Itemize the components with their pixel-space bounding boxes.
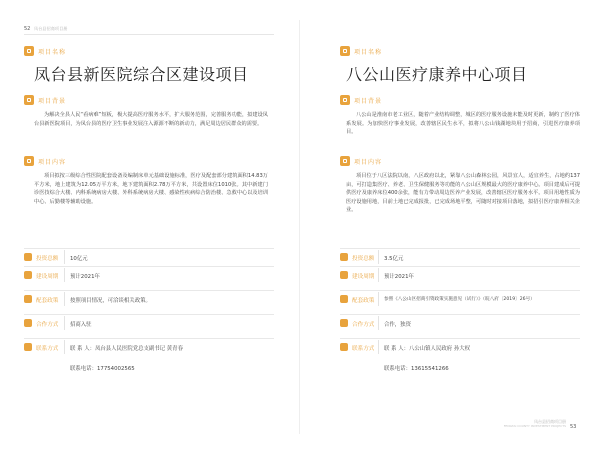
row-value-contact: 联 系 人：凤台县人民医院党总支副书记 黄青春 [70,346,183,352]
row-value-investment: 3.5亿元 [384,256,404,262]
content-text: 项目拟按三级综合性医院配套设备及编制床单元基础设施标准，医疗及配套部分建筑面积14.83万平方米，地上建筑为12.05万平方米，地下建筑面积2.78万平方米，共设置床位1010张。其中新建门诊医技综合大楼、内科系统病房大楼、外科系统病房大楼、感染性疾病综合防治楼、急救中心以及培训中心、后勤楼等辅助设施。 [34,173,268,205]
row-separator [64,250,65,264]
row-label-period: 建设周期 [352,274,375,280]
row-divider [340,290,580,291]
content-section [340,156,382,166]
contact-phone: 联系电话：17754002565 [70,366,135,372]
project-name-icon [340,46,350,56]
content-section [24,156,66,166]
content-label: 项目内容 [38,158,67,166]
row-divider [24,290,274,291]
right-page [300,0,600,454]
row-label-policy: 配套政策 [36,298,59,304]
investment-icon [24,253,32,261]
row-divider [24,338,274,339]
row-value-period: 预计2021年 [70,274,100,280]
background-icon [24,95,34,105]
row-divider [24,266,274,267]
page-number: 53 [570,424,577,430]
row-value-period: 预计2021年 [384,274,414,280]
row-separator [378,268,379,282]
row-label-cooperation: 合作方式 [36,322,59,328]
content-label: 项目内容 [354,158,383,166]
project-title: 凤台县新医院综合区建设项目 [34,65,249,84]
row-label-period: 建设周期 [36,274,59,280]
content-text: 项目位于八区法院以南，八区政府以北，紧靠八公山森林公园，风景宜人，适宜养生，占地约137亩，可打造集医疗、养老、卫生保健服务等功能的八公山区规模最大的医疗康养中心。项目建成后可提供医疗及康养床位400余张，能有力带动周边医养产业发展，改善辖区医疗服务水平。项目用地性质为医疗设施用地，目前土地已完成报批，已完成场地平整，可随时对接项目落地，拟招引医疗康养相关企业。 [346,173,580,214]
background-text: 为解决全县人民“看病难”短板，极大提高医疗服务水平，扩大服务范围，完善服务功能，拟建设凤台县新医院项目，为凤台县的医疗卫生事业发展注入源源不断的新动力，满足周边居民群众的需要。 [34,112,268,127]
background-section [24,95,66,105]
project-title: 八公山医疗康养中心项目 [346,65,528,84]
background-icon [340,95,350,105]
row-value-policy: 按照项目情况，可洽谈相关政策。 [70,298,151,304]
header-divider [24,34,274,35]
row-label-cooperation: 合作方式 [352,322,375,328]
row-divider [340,266,580,267]
cooperation-icon [24,319,32,327]
project-name-section [340,46,382,56]
project-name-icon [24,46,34,56]
project-name-section [24,46,66,56]
row-label-contact: 联系方式 [352,346,375,352]
project-name-label: 项目名称 [38,48,67,56]
row-divider [24,248,274,249]
background-section [340,95,382,105]
row-separator [378,316,379,330]
content-icon [340,156,350,166]
cooperation-icon [340,319,348,327]
row-label-contact: 联系方式 [36,346,59,352]
row-divider [340,338,580,339]
row-value-cooperation: 合作，独资 [384,322,411,328]
row-separator [378,340,379,354]
background-text: 八公山是淮南市老工业区，随着产业结构调整，城区的医疗服务设施未能及时更新，制约了医疗体系发展。为加快医疗事业发展，改善辖区民生水平，拟将八公山钱湖地块用于招商，引进医疗康养项目。 [346,112,580,136]
project-name-label: 项目名称 [354,48,383,56]
row-separator [64,292,65,306]
row-divider [24,314,274,315]
background-label: 项目背景 [38,97,67,105]
calendar-icon [24,271,32,279]
row-divider [340,248,580,249]
row-separator [64,316,65,330]
policy-icon [24,295,32,303]
investment-icon [340,253,348,261]
row-value-contact: 联 系 人：八公山镇人民政府 孙大权 [384,346,471,352]
row-separator [64,268,65,282]
header-text: 凤台县招商项目册 [34,26,68,31]
row-separator [64,340,65,354]
contact-icon [340,343,348,351]
page-number: 52 [24,26,31,32]
policy-icon [340,295,348,303]
calendar-icon [340,271,348,279]
contact-phone: 联系电话：13615541266 [384,366,449,372]
row-separator [378,250,379,264]
row-value-investment: 10亿元 [70,256,88,262]
row-label-investment: 投资总额 [36,256,59,262]
row-value-cooperation: 招商入驻 [70,322,92,328]
background-label: 项目背景 [354,97,383,105]
row-separator [378,292,379,306]
row-label-policy: 配套政策 [352,298,375,304]
row-divider [340,314,580,315]
footer-subtext: FENGTAI COUNTY INVESTMENT PROJECTS [503,424,566,428]
footer-text: 凤台县招商项目册 [534,419,566,424]
content-icon [24,156,34,166]
contact-icon [24,343,32,351]
row-value-policy: 参照《八公山区招商引资政策实施意见（试行）》（皖八府〔2019〕26号） [384,297,535,302]
row-label-investment: 投资总额 [352,256,375,262]
